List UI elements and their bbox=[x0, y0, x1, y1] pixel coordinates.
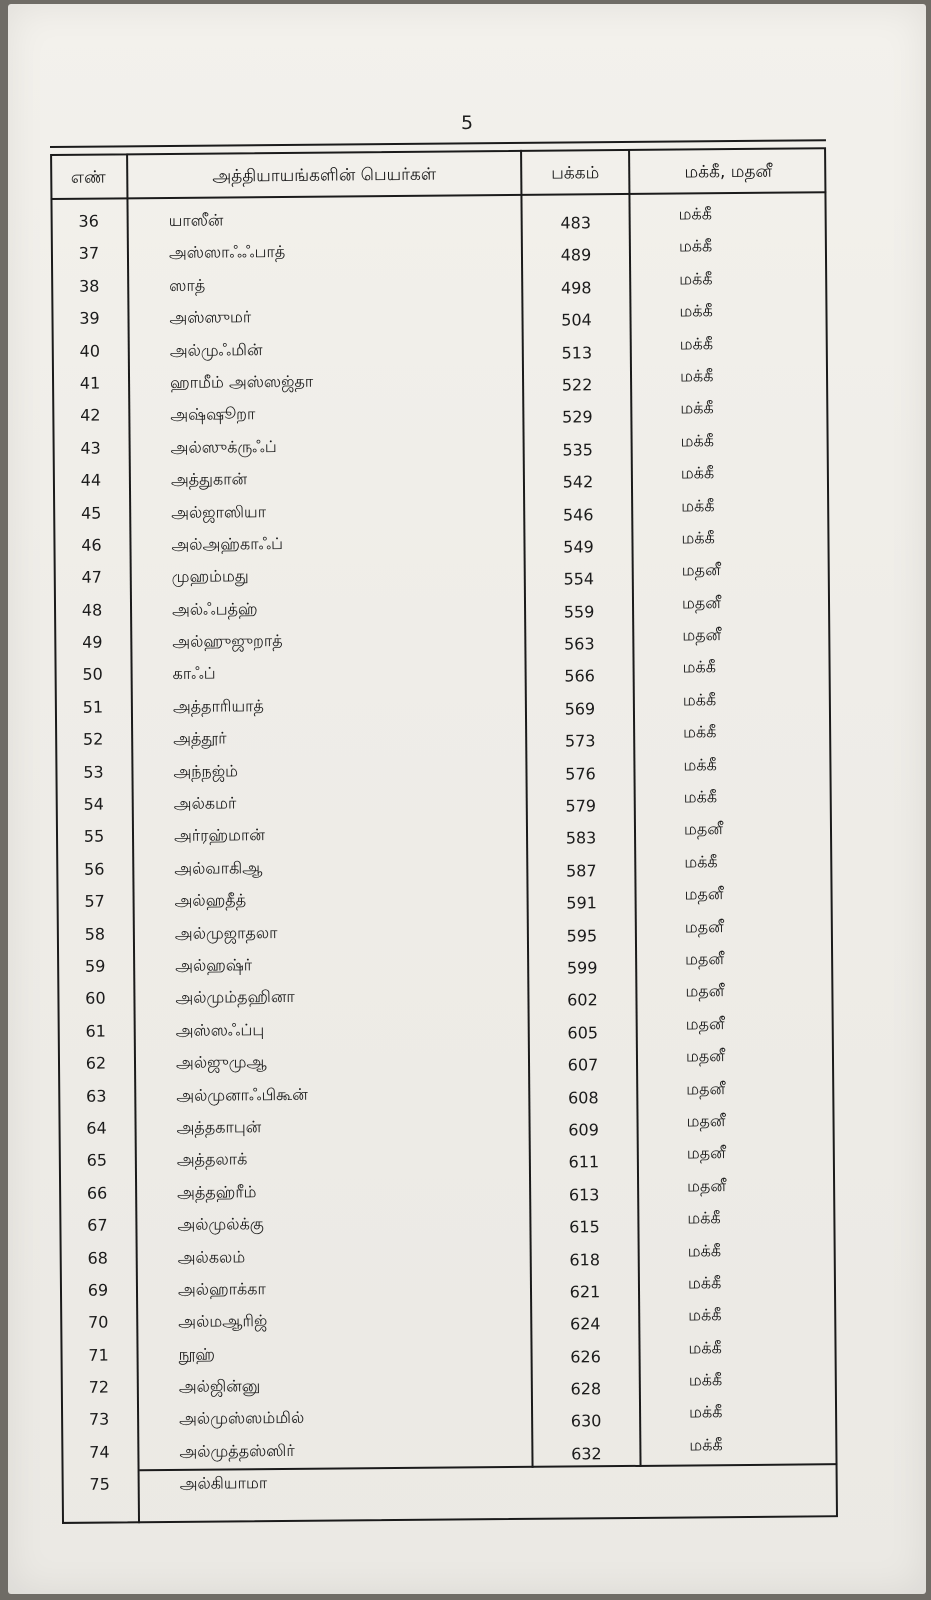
row-number: 69 bbox=[87, 1280, 109, 1300]
table-body bbox=[51, 199, 838, 1501]
row-chapter-name: காஃப் bbox=[172, 664, 216, 684]
header-number: எண் bbox=[70, 167, 106, 188]
row-page: 546 bbox=[562, 504, 594, 525]
row-revelation-type: மக்கீ bbox=[683, 754, 717, 775]
row-revelation-type: மக்கீ bbox=[678, 236, 713, 256]
row-page: 621 bbox=[569, 1282, 601, 1302]
row-number: 61 bbox=[85, 1021, 106, 1041]
row-revelation-type: மதனீ bbox=[685, 949, 725, 969]
row-chapter-name: அஷ்ஷூறா bbox=[170, 404, 256, 425]
book-page bbox=[8, 4, 926, 1594]
row-chapter-name: அல்அஹ்காஃப் bbox=[171, 533, 284, 554]
row-chapter-name: அந்நஜ்ம் bbox=[173, 761, 239, 781]
row-page: 632 bbox=[571, 1444, 602, 1464]
row-chapter-name: அத்தூர் bbox=[173, 728, 227, 749]
row-page: 513 bbox=[561, 342, 593, 363]
row-chapter-name: அல்ஹுஜுறாத் bbox=[172, 631, 283, 652]
row-chapter-name: அத்தலாக் bbox=[176, 1149, 248, 1170]
row-chapter-name: அல்கமர் bbox=[173, 793, 237, 813]
header-revelation-type: மக்கீ, மதனீ bbox=[684, 161, 773, 183]
row-number: 45 bbox=[80, 503, 102, 523]
row-number: 40 bbox=[79, 341, 101, 361]
row-page: 615 bbox=[569, 1217, 600, 1237]
row-number: 56 bbox=[84, 859, 105, 879]
row-revelation-type: மதனீ bbox=[685, 1046, 725, 1066]
row-chapter-name: அல்மஆரிஜ் bbox=[178, 1311, 268, 1332]
row-chapter-name: அல்முஃமின் bbox=[169, 339, 263, 360]
row-chapter-name: அல்ஜின்னு bbox=[178, 1376, 261, 1396]
table-top-rule bbox=[50, 139, 826, 148]
row-revelation-type: மக்கீ bbox=[681, 495, 715, 516]
row-number: 71 bbox=[88, 1345, 109, 1365]
row-revelation-type: மதனீ bbox=[681, 592, 721, 613]
row-page: 613 bbox=[568, 1184, 600, 1205]
row-revelation-type: மதனீ bbox=[687, 1175, 726, 1196]
header-chapter-name: அத்தியாயங்களின் பெயர்கள் bbox=[212, 164, 437, 187]
row-chapter-name: அல்முஸ்ஸம்மில் bbox=[179, 1408, 305, 1429]
row-number: 73 bbox=[88, 1409, 110, 1430]
row-revelation-type: மதனீ bbox=[684, 884, 724, 904]
row-revelation-type: மதனீ bbox=[685, 981, 725, 1001]
row-chapter-name: அல்ஜுமுஆ bbox=[175, 1052, 267, 1073]
row-chapter-name: அத்தாரியாத் bbox=[172, 696, 264, 716]
row-number: 70 bbox=[87, 1312, 109, 1332]
row-page: 554 bbox=[563, 569, 595, 589]
row-chapter-name: அத்தஹ்ரீம் bbox=[177, 1181, 257, 1202]
row-page: 576 bbox=[565, 763, 596, 784]
header-page: பக்கம் bbox=[551, 163, 600, 184]
row-revelation-type: மதனீ bbox=[686, 1111, 726, 1131]
row-chapter-name: யாஸீன் bbox=[168, 210, 224, 230]
row-number: 60 bbox=[85, 988, 106, 1009]
row-page: 609 bbox=[568, 1120, 599, 1140]
row-page: 566 bbox=[564, 666, 595, 686]
row-revelation-type: மதனீ bbox=[681, 560, 721, 580]
row-revelation-type: மக்கீ bbox=[688, 1305, 722, 1325]
row-number: 72 bbox=[88, 1377, 110, 1397]
row-revelation-type: மதனீ bbox=[682, 625, 722, 645]
row-revelation-type: மக்கீ bbox=[680, 430, 715, 451]
row-number: 65 bbox=[86, 1150, 108, 1171]
row-number: 38 bbox=[78, 276, 100, 296]
row-chapter-name: அஸ்ஸஃப்பு bbox=[175, 1019, 265, 1040]
row-page: 595 bbox=[566, 925, 598, 946]
row-number: 50 bbox=[82, 665, 103, 685]
row-number: 74 bbox=[89, 1442, 110, 1462]
row-chapter-name: அல்ஹதீத் bbox=[174, 890, 247, 911]
row-chapter-name: அல்கலம் bbox=[177, 1246, 246, 1267]
row-page: 599 bbox=[566, 958, 598, 978]
row-number: 64 bbox=[86, 1118, 107, 1138]
row-page: 529 bbox=[562, 407, 593, 427]
row-page: 522 bbox=[561, 375, 593, 395]
row-revelation-type: மக்கீ bbox=[679, 333, 714, 354]
row-number: 67 bbox=[87, 1215, 108, 1235]
row-revelation-type: மக்கீ bbox=[680, 463, 715, 483]
row-revelation-type: மதனீ bbox=[685, 1013, 725, 1034]
row-revelation-type: மக்கீ bbox=[687, 1208, 721, 1228]
row-chapter-name: ஹாமீம் அஸ்ஸஜ்தா bbox=[169, 371, 314, 392]
row-revelation-type: மக்கீ bbox=[679, 366, 714, 386]
row-revelation-type: மக்கீ bbox=[682, 657, 717, 677]
row-revelation-type: மக்கீ bbox=[683, 722, 717, 742]
row-page: 630 bbox=[570, 1411, 602, 1431]
row-number: 36 bbox=[78, 211, 99, 231]
row-revelation-type: மதனீ bbox=[686, 1143, 726, 1163]
row-page: 579 bbox=[565, 796, 597, 816]
row-revelation-type: மக்கீ bbox=[688, 1370, 723, 1390]
row-page: 573 bbox=[564, 731, 596, 751]
row-revelation-type: மக்கீ bbox=[684, 852, 718, 872]
row-page: 591 bbox=[566, 893, 597, 913]
table-row bbox=[62, 1462, 838, 1501]
row-revelation-type: மக்கீ bbox=[682, 690, 717, 710]
row-chapter-name: அத்தகாபுன் bbox=[176, 1117, 262, 1137]
row-chapter-name: அல்ஹஷ்ர் bbox=[175, 955, 253, 975]
row-page: 569 bbox=[564, 699, 596, 719]
row-number: 47 bbox=[81, 567, 103, 588]
row-revelation-type: மக்கீ bbox=[688, 1402, 723, 1422]
row-chapter-name: அல்வாகிஆ bbox=[174, 857, 263, 878]
row-number: 54 bbox=[83, 794, 104, 814]
chapter-index-table bbox=[50, 139, 840, 1526]
row-page: 587 bbox=[565, 861, 597, 881]
row-revelation-type: மக்கீ bbox=[689, 1435, 723, 1455]
row-revelation-type: மக்கீ bbox=[683, 787, 718, 807]
row-page: 605 bbox=[567, 1023, 599, 1043]
row-page: 559 bbox=[563, 601, 595, 622]
row-page: 628 bbox=[570, 1379, 602, 1399]
row-page: 611 bbox=[568, 1152, 600, 1172]
row-number: 53 bbox=[83, 762, 104, 782]
row-number: 44 bbox=[80, 470, 102, 490]
row-number: 58 bbox=[84, 924, 106, 944]
row-chapter-name: அல்முஜாதலா bbox=[174, 922, 278, 943]
row-number: 42 bbox=[80, 405, 101, 426]
row-page: 504 bbox=[561, 310, 592, 330]
row-chapter-name: அல்ஹாக்கா bbox=[177, 1279, 266, 1299]
row-revelation-type: மக்கீ bbox=[687, 1273, 722, 1293]
row-page: 607 bbox=[567, 1055, 599, 1075]
row-chapter-name: அர்ரஹ்மான் bbox=[173, 825, 265, 846]
row-revelation-type: மக்கீ bbox=[679, 301, 713, 321]
row-chapter-name: அல்முனாஃபிகூன் bbox=[176, 1084, 308, 1105]
row-revelation-type: மதனீ bbox=[683, 819, 723, 839]
row-revelation-type: மதனீ bbox=[686, 1078, 726, 1099]
row-revelation-type: மக்கீ bbox=[687, 1240, 722, 1260]
row-page: 542 bbox=[562, 472, 594, 492]
row-chapter-name: அஸ்ஸுமர் bbox=[169, 307, 252, 328]
row-number: 37 bbox=[78, 243, 100, 264]
row-number: 51 bbox=[82, 697, 104, 717]
row-chapter-name: அத்துகான் bbox=[170, 469, 248, 490]
row-chapter-name: அல்ஜாஸியா bbox=[171, 501, 267, 522]
row-number: 59 bbox=[84, 956, 106, 976]
row-number: 75 bbox=[89, 1474, 110, 1494]
row-chapter-name: அல்ஸுக்ருஃப் bbox=[170, 436, 277, 457]
row-page: 583 bbox=[565, 828, 597, 848]
row-revelation-type: மக்கீ bbox=[680, 398, 714, 418]
page-number: 5 bbox=[460, 112, 474, 134]
row-page: 602 bbox=[567, 990, 598, 1010]
row-page: 626 bbox=[570, 1346, 601, 1367]
row-chapter-name: ஸாத் bbox=[169, 275, 206, 295]
row-number: 68 bbox=[87, 1248, 108, 1268]
row-chapter-name: முஹம்மது bbox=[171, 566, 249, 587]
row-revelation-type: மதனீ bbox=[684, 916, 724, 937]
row-page: 549 bbox=[563, 537, 594, 557]
row-chapter-name: அல்முத்தஸ்ஸிர் bbox=[179, 1440, 295, 1461]
row-chapter-name: நூஹ் bbox=[178, 1344, 216, 1364]
row-revelation-type: மக்கீ bbox=[679, 269, 713, 289]
row-page: 608 bbox=[567, 1087, 599, 1108]
row-revelation-type: மக்கீ bbox=[678, 204, 713, 224]
row-chapter-name: அல்முல்க்கு bbox=[177, 1214, 264, 1235]
row-number: 62 bbox=[85, 1053, 107, 1073]
row-number: 48 bbox=[81, 600, 103, 620]
row-page: 483 bbox=[560, 213, 592, 233]
row-page: 535 bbox=[562, 440, 594, 460]
row-page: 563 bbox=[564, 634, 595, 654]
row-chapter-name: அல்ஃபத்ஹ் bbox=[171, 598, 258, 619]
row-number: 43 bbox=[80, 438, 101, 458]
row-number: 39 bbox=[79, 308, 100, 328]
row-page: 498 bbox=[560, 278, 592, 298]
row-number: 66 bbox=[86, 1183, 108, 1203]
row-number: 46 bbox=[81, 535, 102, 555]
row-page: 618 bbox=[569, 1249, 601, 1270]
row-number: 57 bbox=[84, 891, 105, 911]
row-revelation-type: மக்கீ bbox=[681, 528, 715, 548]
row-number: 49 bbox=[82, 632, 103, 652]
row-chapter-name: அஸ்ஸாஃஃபாத் bbox=[168, 242, 286, 263]
row-number: 41 bbox=[79, 373, 101, 393]
row-number: 63 bbox=[86, 1086, 107, 1106]
row-number: 52 bbox=[82, 729, 104, 749]
row-number: 55 bbox=[83, 826, 105, 847]
row-page: 489 bbox=[560, 245, 592, 265]
row-chapter-name: அல்மும்தஹினா bbox=[175, 987, 295, 1008]
row-chapter-name: அல்கியாமா bbox=[179, 1473, 268, 1494]
row-revelation-type: மக்கீ bbox=[688, 1337, 722, 1358]
row-page: 624 bbox=[569, 1314, 601, 1334]
